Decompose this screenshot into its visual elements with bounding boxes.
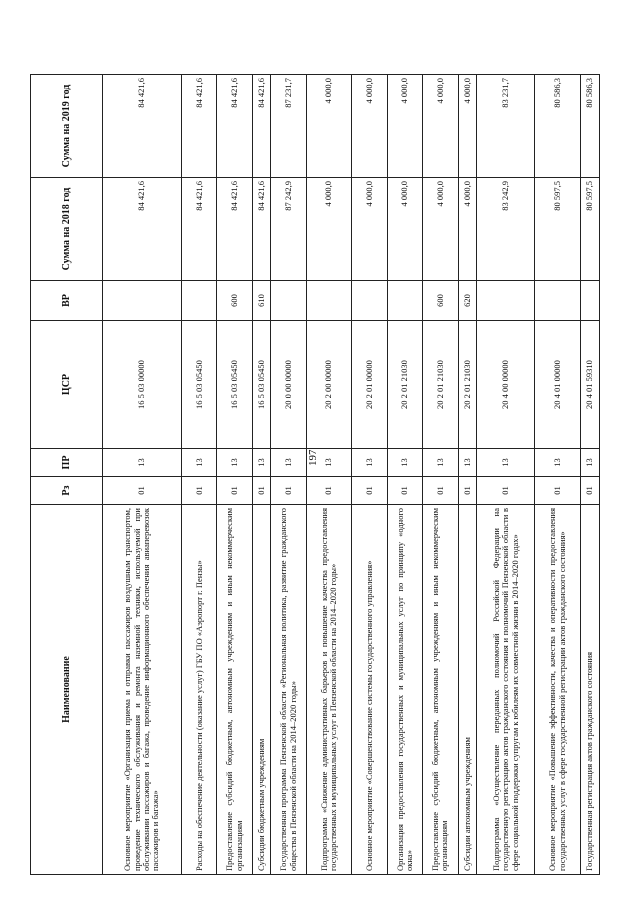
cell-vr: 620 — [458, 281, 477, 321]
cell-csr: 20 2 01 21030 — [387, 321, 422, 449]
cell-rz: 01 — [252, 477, 271, 505]
cell-sum-2018: 4 000,0 — [387, 178, 422, 281]
table-row — [423, 75, 458, 875]
cell-vr: 600 — [423, 281, 458, 321]
cell-csr: 20 4 01 59310 — [581, 321, 600, 449]
cell-pr: 13 — [252, 449, 271, 477]
table-header-row — [31, 75, 103, 875]
cell-name: Подпрограмма «Осуществление переданных полномочий Российской Федерации на государственную регистрацию актов гражданского состояния и полномочий Пензенской области в сфере социальной поддержки супругам к юбилеям их совместной жизни в 2014–2020 годах» — [477, 505, 535, 875]
cell-csr: 20 4 01 00000 — [535, 321, 581, 449]
cell-rz: 01 — [458, 477, 477, 505]
rotated-table-container — [30, 75, 600, 875]
cell-sum-2018: 80 597,5 — [581, 178, 600, 281]
cell-vr — [271, 281, 306, 321]
cell-sum-2018: 84 421,6 — [103, 178, 182, 281]
table-row — [103, 75, 182, 875]
cell-pr: 13 — [387, 449, 422, 477]
cell-name: Государственная программа Пензенской области «Региональная политика, развитие гражданского общества в Пензенской области на 2014–2020 годы» — [271, 505, 306, 875]
header-sum-2018: Сумма на 2018 год — [31, 178, 103, 281]
cell-csr: 20 2 01 21030 — [423, 321, 458, 449]
cell-sum-2019: 84 421,6 — [252, 75, 271, 178]
page-number: 197 — [307, 449, 319, 466]
cell-csr: 16 5 03 05450 — [182, 321, 217, 449]
cell-name: Предоставление субсидий бюджетным, автономным учреждениям и иным некоммерческим организациям — [217, 505, 252, 875]
cell-csr: 20 2 01 00000 — [352, 321, 387, 449]
cell-vr: 610 — [252, 281, 271, 321]
cell-name: Предоставление субсидий бюджетным, автономным учреждениям и иным некоммерческим организациям — [423, 505, 458, 875]
cell-rz: 01 — [182, 477, 217, 505]
cell-name: Расходы на обеспечение деятельности (оказание услуг) ГБУ ПО «Аэропорт г. Пензы» — [182, 505, 217, 875]
cell-pr: 13 — [477, 449, 535, 477]
cell-pr: 13 — [182, 449, 217, 477]
cell-sum-2018: 4 000,0 — [306, 178, 352, 281]
table-row — [252, 75, 271, 875]
cell-vr — [581, 281, 600, 321]
cell-rz: 01 — [217, 477, 252, 505]
cell-sum-2018: 4 000,0 — [423, 178, 458, 281]
cell-sum-2019: 87 231,7 — [271, 75, 306, 178]
cell-sum-2019: 4 000,0 — [458, 75, 477, 178]
cell-rz: 01 — [581, 477, 600, 505]
cell-sum-2019: 83 231,7 — [477, 75, 535, 178]
cell-pr: 13 — [352, 449, 387, 477]
cell-rz: 01 — [387, 477, 422, 505]
cell-pr: 13 — [271, 449, 306, 477]
table-body — [103, 75, 600, 875]
cell-sum-2019: 84 421,6 — [103, 75, 182, 178]
cell-name: Основное мероприятие «Организация приема и отправки пассажиров воздушным транспортом, проведение технического обслуживания и ремонта наземной техники, используемой при обслуживании пассажиров и багажа, проведение информационного обеспечения авиаперевозок пассажиров и багажа» — [103, 505, 182, 875]
table-row — [581, 75, 600, 875]
cell-sum-2019: 84 421,6 — [182, 75, 217, 178]
cell-name: Подпрограмма «Снижение административных барьеров и повышение качества предоставления государственных и муниципальных услуг в Пензенской области на 2014–2020 годы» — [306, 505, 352, 875]
table-row — [217, 75, 252, 875]
cell-rz: 01 — [103, 477, 182, 505]
cell-pr: 13 — [103, 449, 182, 477]
cell-pr: 13 — [458, 449, 477, 477]
cell-vr — [182, 281, 217, 321]
table-row — [477, 75, 535, 875]
cell-rz: 01 — [423, 477, 458, 505]
cell-sum-2019: 4 000,0 — [387, 75, 422, 178]
table-row — [271, 75, 306, 875]
cell-csr: 16 5 03 00000 — [103, 321, 182, 449]
cell-name: Основное мероприятие «Совершенствование системы государственного управления» — [352, 505, 387, 875]
header-vr: ВР — [31, 281, 103, 321]
cell-pr: 13 — [535, 449, 581, 477]
cell-rz: 01 — [271, 477, 306, 505]
cell-pr: 13 — [423, 449, 458, 477]
cell-rz: 01 — [352, 477, 387, 505]
cell-sum-2019: 4 000,0 — [306, 75, 352, 178]
header-pr: ПР — [31, 449, 103, 477]
cell-name: Организация предоставления государственных и муниципальных услуг по принципу «одного окна» — [387, 505, 422, 875]
table-row — [306, 75, 352, 875]
table-row — [387, 75, 422, 875]
cell-csr: 16 5 03 05450 — [217, 321, 252, 449]
cell-vr — [387, 281, 422, 321]
cell-sum-2019: 4 000,0 — [352, 75, 387, 178]
cell-vr — [535, 281, 581, 321]
cell-rz: 01 — [535, 477, 581, 505]
cell-rz: 01 — [477, 477, 535, 505]
cell-sum-2018: 4 000,0 — [458, 178, 477, 281]
cell-csr: 20 4 00 00000 — [477, 321, 535, 449]
cell-sum-2018: 84 421,6 — [217, 178, 252, 281]
cell-vr: 600 — [217, 281, 252, 321]
cell-sum-2018: 83 242,9 — [477, 178, 535, 281]
cell-rz: 01 — [306, 477, 352, 505]
cell-name: Основное мероприятие «Повышение эффективности, качества и оперативности предоставления государственных услуг в сфере государственной регистрации актов гражданского состояния» — [535, 505, 581, 875]
header-sum-2019: Сумма на 2019 год — [31, 75, 103, 178]
cell-vr — [352, 281, 387, 321]
budget-table — [30, 74, 600, 875]
cell-sum-2018: 4 000,0 — [352, 178, 387, 281]
cell-vr — [477, 281, 535, 321]
cell-sum-2018: 87 242,9 — [271, 178, 306, 281]
cell-pr: 13 — [306, 449, 352, 477]
header-csr: ЦСР — [31, 321, 103, 449]
cell-csr: 20 0 00 00000 — [271, 321, 306, 449]
table-row — [182, 75, 217, 875]
cell-pr: 13 — [217, 449, 252, 477]
cell-sum-2019: 80 586,3 — [535, 75, 581, 178]
cell-name: Субсидии бюджетным учреждениям — [252, 505, 271, 875]
cell-csr: 20 2 00 00000 — [306, 321, 352, 449]
cell-vr — [103, 281, 182, 321]
cell-vr — [306, 281, 352, 321]
cell-name: Государственная регистрация актов гражданского состояния — [581, 505, 600, 875]
cell-pr: 13 — [581, 449, 600, 477]
cell-name: Субсидии автономным учреждениям — [458, 505, 477, 875]
cell-sum-2018: 84 421,6 — [182, 178, 217, 281]
table-row — [458, 75, 477, 875]
cell-sum-2018: 80 597,5 — [535, 178, 581, 281]
header-rz: Рз — [31, 477, 103, 505]
table-row — [352, 75, 387, 875]
cell-sum-2019: 84 421,6 — [217, 75, 252, 178]
header-name: Наименование — [31, 505, 103, 875]
cell-sum-2018: 84 421,6 — [252, 178, 271, 281]
cell-csr: 16 5 03 05450 — [252, 321, 271, 449]
cell-csr: 20 2 01 21030 — [458, 321, 477, 449]
table-row — [535, 75, 581, 875]
cell-sum-2019: 4 000,0 — [423, 75, 458, 178]
cell-sum-2019: 80 586,3 — [581, 75, 600, 178]
